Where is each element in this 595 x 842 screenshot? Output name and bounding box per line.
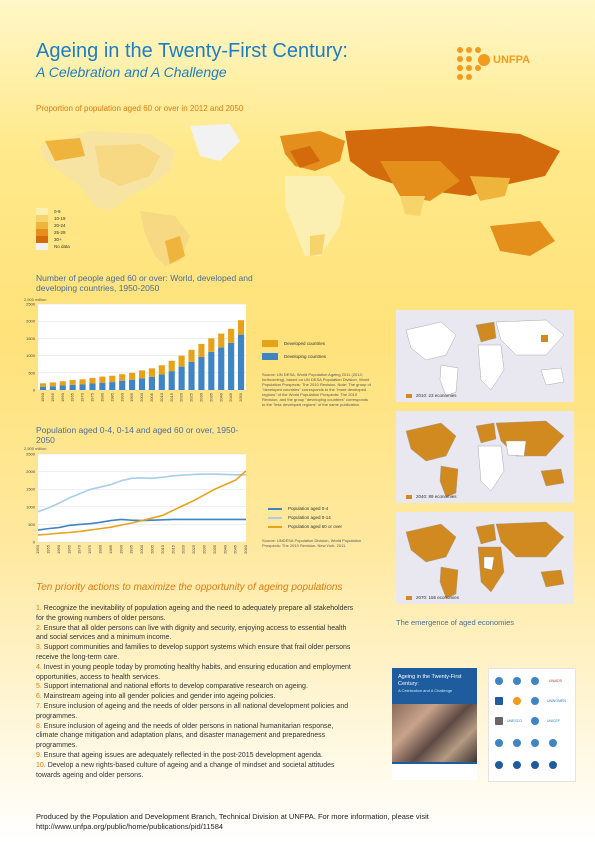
x-tick-label: 1980 — [99, 393, 105, 402]
priority-item — [36, 702, 354, 722]
x-tick-label: 2045 — [232, 545, 238, 554]
cover-subtitle: A Celebration and A Challenge — [398, 688, 453, 693]
who-logo-icon — [531, 717, 539, 725]
priority-text: Recognize the inevitability of population ageing and the need to adequately prepare all stakeholders for the growing numbers of older persons. — [36, 605, 354, 622]
unido-logo-icon — [531, 761, 539, 769]
unicef-label: UNICEF — [547, 719, 561, 723]
bar-developed — [238, 320, 244, 334]
chart1-legend — [262, 340, 326, 366]
bar-developing — [89, 383, 95, 390]
bar-developed — [89, 378, 95, 384]
x-tick-label: 2000 — [139, 393, 145, 402]
priority-item — [36, 643, 354, 663]
bar-developing — [139, 378, 145, 390]
y-tick-label: 2500 — [26, 301, 35, 307]
bar-developing — [70, 385, 76, 390]
chart1-title: Number of people aged 60 or over: World, developed and developing countries, 1950-2050 — [36, 273, 253, 293]
y-tick-label: 2500 — [26, 451, 35, 457]
bar-developing — [129, 380, 135, 390]
legend-label: Developed countries — [284, 341, 326, 346]
priority-number: 1. — [36, 605, 44, 612]
x-tick-label: 2035 — [208, 393, 214, 402]
x-tick-label: 2035 — [211, 545, 217, 554]
economies-map-2070 — [396, 512, 574, 604]
x-tick-label: 1960 — [55, 545, 61, 554]
footer-url[interactable]: http://www.unfpa.org/public/home/publications/pid/11584 — [36, 821, 224, 831]
x-tick-label: 2025 — [188, 393, 194, 402]
economies-map-2040 — [396, 411, 574, 503]
bar-developing — [198, 357, 204, 390]
x-tick-label: 2010 — [159, 545, 165, 554]
bar-developing — [80, 384, 86, 390]
x-tick-label: 2000 — [139, 545, 145, 554]
bar-developed — [60, 381, 66, 385]
bar-developed — [129, 373, 135, 380]
legend-swatch — [36, 236, 48, 243]
priority-item — [36, 751, 354, 761]
priority-item — [36, 604, 354, 624]
chart2-legend — [268, 506, 342, 533]
y-tick-label: 0 — [32, 539, 35, 545]
report-cover — [392, 668, 477, 780]
bar-developed — [139, 370, 145, 378]
priority-number: 6. — [36, 693, 44, 701]
x-tick-label: 2050 — [238, 393, 244, 402]
priority-item — [36, 761, 354, 781]
legend-item: 0-9 — [36, 208, 70, 215]
x-tick-label: 2005 — [149, 545, 155, 554]
legend-swatch — [36, 243, 48, 250]
chart2-unit: 2,500 million — [24, 446, 47, 451]
bar-developed — [50, 382, 56, 386]
legend-label: Population aged 0-14 — [288, 515, 331, 520]
priority-text: Support communities and families to develop support systems which ensure that frail older persons receive the long-term care. — [36, 644, 351, 661]
priority-item — [36, 682, 354, 692]
bar-developed — [188, 350, 194, 362]
unfpa-small-logo-icon — [513, 697, 521, 705]
legend-swatch — [268, 526, 282, 528]
un-logo-icon — [495, 677, 503, 685]
x-tick-label: 1970 — [79, 393, 85, 402]
priorities-title: Ten priority actions to maximize the opportunity of ageing populations — [36, 582, 343, 593]
unfpa-logo-icon — [456, 46, 492, 82]
cover-title: Ageing in the Twenty-First Century: — [398, 674, 462, 687]
legend-item — [268, 524, 342, 529]
ilo-logo-icon — [531, 677, 539, 685]
priority-number: 7. — [36, 702, 44, 710]
x-tick-label: 1950 — [40, 393, 46, 402]
legend-swatch — [36, 208, 48, 215]
unfpa-logo-text: UNFPA — [493, 54, 531, 66]
partner-logos — [488, 668, 576, 782]
bar-developed — [179, 356, 185, 367]
x-tick-label: 1995 — [129, 393, 135, 402]
bar-developing — [119, 381, 125, 390]
x-tick-label: 2020 — [180, 545, 186, 554]
priorities-list — [36, 604, 354, 780]
x-tick-label: 1990 — [119, 393, 125, 402]
x-tick-label: 2030 — [198, 393, 204, 402]
bar-developing — [40, 387, 46, 390]
x-tick-label: 2010 — [158, 393, 164, 402]
economies-map-2010 — [396, 310, 574, 402]
world-map-2040 — [396, 411, 574, 503]
x-tick-label: 1985 — [109, 393, 115, 402]
legend-item: 20-24 — [36, 222, 70, 229]
x-tick-label: 2015 — [170, 545, 176, 554]
x-tick-label: 1985 — [107, 545, 113, 554]
priority-text: Ensure inclusion of ageing and the needs of older persons in national humanitarian response, climate change mitigation and adaptation plans, and disaster management and preparedness programmes. — [36, 722, 334, 750]
legend-item — [268, 506, 342, 511]
bar-developing — [179, 367, 185, 390]
bar-developed — [169, 361, 175, 371]
bar-developing — [159, 375, 165, 390]
footer-line1: Produced by the Population and Development Branch, Technical Division at UNFPA. For more information, please visit — [36, 812, 429, 821]
legend-item: No data — [36, 243, 70, 250]
legend-item: 10-19 — [36, 215, 70, 222]
bar-developing — [50, 386, 56, 390]
legend-swatch — [262, 353, 278, 360]
x-tick-label: 1960 — [59, 393, 65, 402]
bar-developing — [188, 362, 194, 390]
cover-strip — [392, 764, 477, 780]
bar-developed — [218, 334, 224, 348]
chart1-unit: 2,500 million — [24, 297, 47, 302]
bar-developed — [80, 379, 86, 384]
economies-2040-label: 2040: 89 economies — [406, 494, 457, 499]
ifad-logo-icon — [495, 761, 503, 769]
y-tick-label: 2000 — [26, 318, 35, 324]
priority-number: 10. — [36, 761, 48, 769]
legend-swatch — [36, 229, 48, 236]
priority-item — [36, 722, 354, 751]
legend-label: Population aged 0-4 — [288, 506, 329, 511]
unwomen-label: UNWOMEN — [547, 699, 566, 703]
world-map-legend — [36, 208, 70, 250]
priority-text: Develop a new rights-based culture of ageing and a change of mindset and societal attitudes towards ageing and older persons. — [36, 761, 335, 779]
chart2-source: Source: UNDESA Population Division, World Population Prospects: The 2010 Revision. New York, 2011. — [262, 538, 362, 548]
economies-2070-label: 2070: 155 economies — [406, 595, 459, 600]
x-tick-label: 2030 — [201, 545, 207, 554]
legend-label: Population aged 60 or over — [288, 524, 343, 529]
poster-title: Ageing in the Twenty-First Century: — [36, 40, 348, 62]
bar-developing — [99, 383, 105, 390]
y-tick-label: 2000 — [26, 469, 35, 475]
chart1-bar-chart — [18, 300, 258, 412]
bar-developed — [159, 365, 165, 374]
x-tick-label: 1975 — [89, 393, 95, 402]
unhabitat-logo-icon — [531, 697, 539, 705]
y-tick-label: 500 — [28, 521, 35, 527]
x-tick-label: 2050 — [243, 545, 249, 554]
y-tick-label: 1000 — [26, 504, 35, 510]
world-map-2010 — [396, 310, 574, 402]
priority-item — [36, 692, 354, 702]
x-tick-label: 2020 — [178, 393, 184, 402]
priority-number: 9. — [36, 751, 44, 759]
cover-photo — [392, 704, 477, 762]
chart2-title: Population aged 0-4, 0-14 and aged 60 or over, 1950-2050 — [36, 425, 239, 445]
legend-swatch — [36, 215, 48, 222]
legend-item — [262, 353, 326, 360]
x-tick-label: 1995 — [128, 545, 134, 554]
x-tick-label: 2005 — [148, 393, 154, 402]
x-tick-label: 2045 — [228, 393, 234, 402]
y-tick-label: 1500 — [26, 335, 35, 341]
legend-item: 30+ — [36, 236, 70, 243]
priority-item — [36, 624, 354, 644]
x-tick-label: 1975 — [87, 545, 93, 554]
x-tick-label: 2040 — [218, 393, 224, 402]
iom-logo-icon — [549, 739, 557, 747]
priority-item — [36, 663, 354, 683]
unrwa-logo-icon — [495, 739, 503, 747]
priority-number: 8. — [36, 722, 44, 730]
footer — [36, 812, 566, 831]
x-tick-label: 2040 — [222, 545, 228, 554]
bar-developed — [99, 377, 105, 383]
fao-logo-icon — [513, 677, 521, 685]
wfp-logo-icon — [513, 739, 521, 747]
x-tick-label: 1970 — [76, 545, 82, 554]
bar-developing — [60, 386, 66, 390]
undp-logo-icon — [495, 697, 503, 705]
unesco-logo-icon — [495, 717, 503, 725]
x-tick-label: 1955 — [49, 393, 55, 402]
bar-developing — [208, 352, 214, 390]
legend-swatch — [262, 340, 278, 347]
y-tick-label: 0 — [32, 387, 35, 393]
poster-subtitle: A Celebration and A Challenge — [36, 64, 227, 80]
bar-developing — [149, 377, 155, 390]
itu-logo-icon — [513, 761, 521, 769]
bar-developing — [238, 335, 244, 390]
bar-developing — [228, 343, 234, 390]
priority-number: 5. — [36, 683, 44, 691]
x-tick-label: 1990 — [118, 545, 124, 554]
economies-caption: The emergence of aged economies — [396, 618, 514, 627]
wmo-logo-icon — [549, 761, 557, 769]
priority-text: Ensure that ageing issues are adequately reflected in the post-2015 development agenda. — [43, 751, 323, 759]
priority-number: 3. — [36, 644, 44, 652]
unesco-label: UNESCO — [507, 719, 522, 723]
legend-swatch — [406, 495, 412, 499]
bar-developing — [218, 347, 224, 390]
priority-text: Mainstream ageing into all gender policies and gender into ageing policies. — [43, 693, 276, 701]
legend-swatch — [406, 596, 412, 600]
bar-developed — [109, 376, 115, 382]
chart2-line-chart — [18, 450, 258, 568]
legend-swatch — [268, 517, 282, 519]
bar-developing — [169, 371, 175, 390]
bar-developed — [149, 368, 155, 377]
world-map-2070 — [396, 512, 574, 604]
y-tick-label: 1500 — [26, 486, 35, 492]
unaids-label: UNAIDS — [549, 679, 563, 683]
x-tick-label: 1980 — [97, 545, 103, 554]
bar-developed — [208, 338, 214, 351]
bar-developed — [40, 383, 46, 386]
bar-developed — [228, 329, 234, 343]
unhcr-logo-icon — [531, 739, 539, 747]
economies-2010-label: 2010: 23 economies — [406, 393, 457, 398]
x-tick-label: 1955 — [45, 545, 51, 554]
x-tick-label: 1965 — [69, 393, 75, 402]
priority-number: 4. — [36, 663, 44, 671]
bar-developed — [119, 374, 125, 381]
legend-item — [262, 340, 326, 347]
x-tick-label: 2025 — [191, 545, 197, 554]
priority-text: Invest in young people today by promoting healthy habits, and ensuring education and employment opportunities, access to health services. — [36, 663, 351, 681]
legend-swatch — [406, 394, 412, 398]
legend-swatch — [36, 222, 48, 229]
legend-item — [268, 515, 342, 520]
bar-developing — [109, 382, 115, 390]
chart1-source: Source: UN DESA, World Population Ageing 2011 (2012; forthcoming), based on UN DESA Population Division, World Population Prospects: The 2010 Revision. Note: The group of "developed countries" corresponds to the "more developed regions" of the World Population Prospects: The 2010 Revision, and the group "developing countries" corresponds to the "less developed regions" of the same publication. — [262, 372, 371, 407]
x-tick-label: 2015 — [168, 393, 174, 402]
x-tick-label: 1950 — [35, 545, 41, 554]
priority-text: Ensure inclusion of ageing and the needs of older persons in all national development policies and programmes. — [36, 702, 349, 720]
world-map-title: Proportion of population aged 60 or over in 2012 and 2050 — [36, 104, 244, 113]
world-map — [0, 116, 595, 266]
legend-swatch — [268, 508, 282, 510]
priority-number: 2. — [36, 624, 44, 632]
x-tick-label: 1965 — [66, 545, 72, 554]
priority-text: Ensure that all older persons can live with dignity and security, enjoying access to essential health and social services and a minimum income. — [36, 624, 347, 642]
legend-item: 25-29 — [36, 229, 70, 236]
y-tick-label: 500 — [28, 370, 35, 376]
y-tick-label: 1000 — [26, 353, 35, 359]
priority-text: Support international and national efforts to develop comparative research on ageing. — [43, 683, 308, 691]
legend-label: Developing countries — [284, 354, 327, 359]
bar-developed — [70, 380, 76, 385]
bar-developed — [198, 344, 204, 357]
